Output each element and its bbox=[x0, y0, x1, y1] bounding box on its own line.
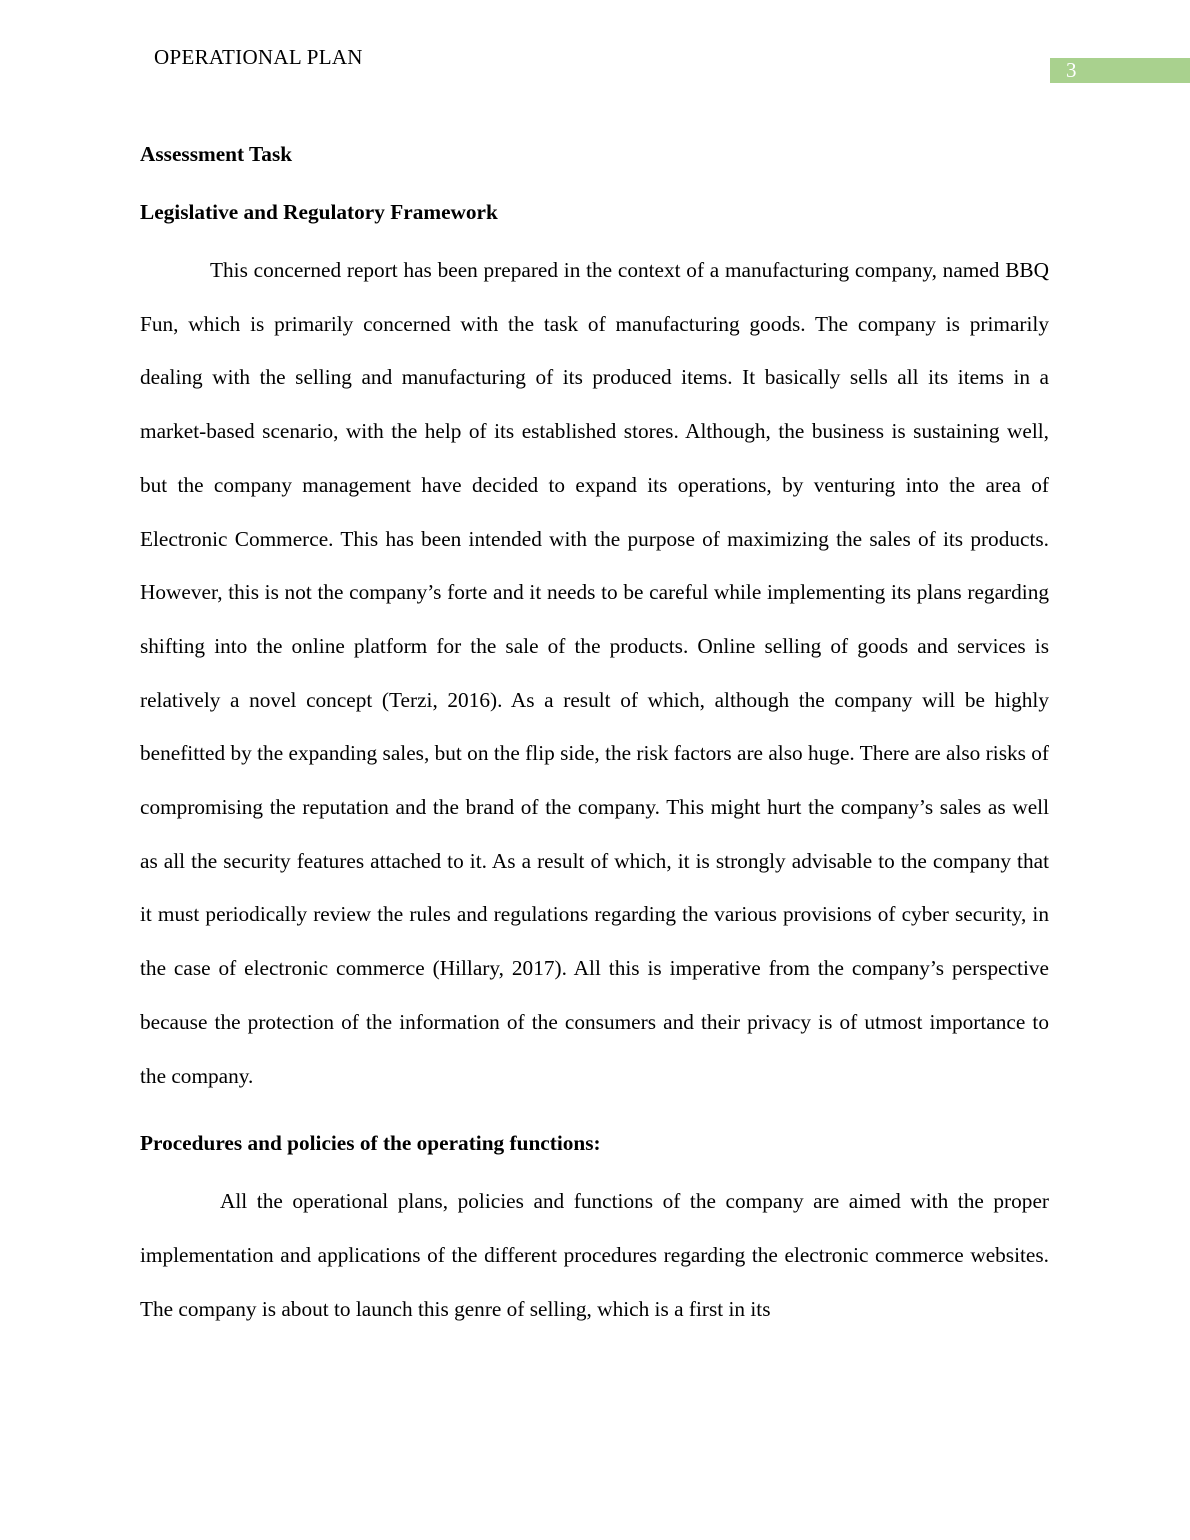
page-number-badge bbox=[1050, 58, 1190, 83]
document-body bbox=[140, 136, 1049, 1336]
procedures-policies-paragraph: All the operational plans, policies and functions of the company are aimed with the proper implementation and applications of the different procedures regarding the electronic commerce websites. The company is about to launch this genre of selling, which is a first in its bbox=[140, 1189, 1049, 1321]
assessment-task-heading: Assessment Task bbox=[140, 142, 293, 166]
legislative-framework-heading: Legislative and Regulatory Framework bbox=[140, 200, 498, 224]
running-head-title: OPERATIONAL PLAN bbox=[154, 45, 363, 69]
page-number: 3 bbox=[1066, 58, 1077, 82]
legislative-framework-paragraph: This concerned report has been prepared in the context of a manufacturing company, named BBQ Fun, which is primarily concerned with the task of manufacturing goods. The company is primarily dealing with the selling and manufacturing of its produced items. It basically sells all its items in a market-based scenario, with the help of its established stores. Although, the business is sustaining well, but the company management have decided to expand its operations, by venturing into the area of Electronic Commerce. This has been intended with the purpose of maximizing the sales of its products. However, this is not the company’s forte and it needs to be careful while implementing its plans regarding shifting into the online platform for the sale of the products. Online selling of goods and services is relatively a novel concept (Terzi, 2016). As a result of which, although the company will be highly benefitted by the expanding sales, but on the flip side, the risk factors are also huge. There are also risks of compromising the reputation and the brand of the company. This might hurt the company’s sales as well as all the security features attached to it. As a result of which, it is strongly advisable to the company that it must periodically review the rules and regulations regarding the various provisions of cyber security, in the case of electronic commerce (Hillary, 2017). All this is imperative from the company’s perspective because the protection of the information of the consumers and their privacy is of utmost importance to the company. bbox=[140, 258, 1049, 1088]
procedures-policies-heading: Procedures and policies of the operating functions: bbox=[140, 1131, 601, 1156]
